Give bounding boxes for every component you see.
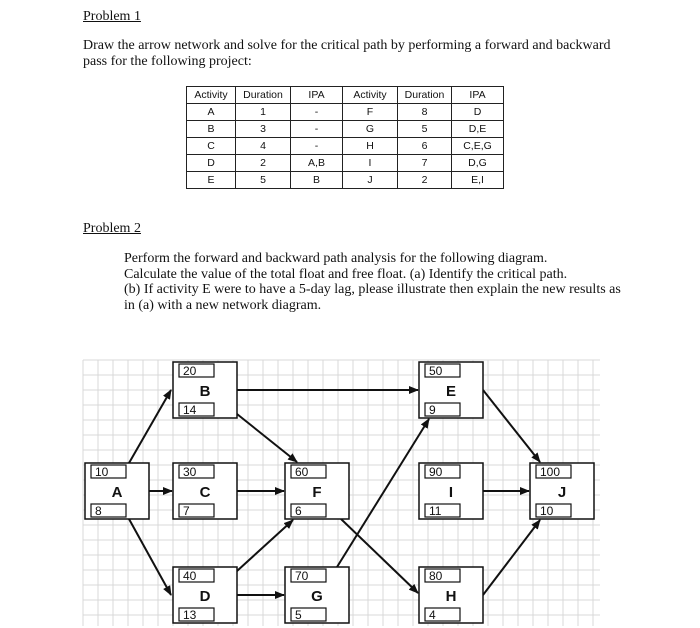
problem-2-text-line: in (a) with a new network diagram. [124,297,322,313]
node-label: J [557,484,567,501]
activity-table-cell: - [291,138,343,155]
node-label: F [312,484,322,501]
problem-2-text-line: Perform the forward and backward path analysis for the following diagram. [124,251,548,266]
activity-table-cell: J [343,172,398,189]
node-c [173,463,237,519]
arrow-h-to-j [483,520,540,595]
activity-table-cell: E [187,172,236,189]
activity-table-cell: I [343,155,398,172]
activity-table-cell: B [291,172,343,189]
activity-table-cell: 1 [236,104,291,121]
activity-table-cell: A [187,104,236,121]
node-number: 10 [95,465,109,479]
arrow-d-to-f [237,520,293,571]
node-duration: 6 [295,504,302,518]
activity-table-cell: 5 [236,172,291,189]
node-duration: 13 [183,608,197,622]
problem-2-heading: Problem 2 [83,221,141,236]
activity-table-cell: D,G [452,155,504,172]
node-duration: 9 [429,403,436,417]
activity-table-cell: D,E [452,121,504,138]
node-number: 80 [429,569,443,583]
node-i [419,463,483,519]
header-ipa-2: IPA [452,87,504,104]
node-j [530,463,594,519]
activity-table-cell: D [187,155,236,172]
node-number: 30 [183,465,197,479]
header-activity-1: Activity [187,87,236,104]
node-label: H [445,588,457,605]
node-duration: 14 [183,403,197,417]
activity-table-cell: C [187,138,236,155]
node-label: I [448,484,454,501]
node-number: 70 [295,569,309,583]
activity-table-cell: G [343,121,398,138]
activity-table-cell: 2 [236,155,291,172]
node-duration: 10 [540,504,554,518]
problem-2-text-line: (b) If activity E were to have a 5-day lag, please illustrate then explain the new results as [124,282,621,297]
problem-1-text-line: pass for the following project: [83,53,252,69]
arrow-b-to-f [237,414,297,462]
node-label: D [199,588,211,605]
node-e [419,362,483,418]
activity-table-cell: E,I [452,172,504,189]
node-g [285,567,349,623]
node-duration: 11 [429,504,442,518]
node-label: B [199,383,211,400]
node-b [173,362,237,418]
node-duration: 4 [429,608,436,622]
activity-table-cell: 6 [398,138,452,155]
header-duration-2: Duration [398,87,452,104]
activity-table-cell: D [452,104,504,121]
node-label: C [199,484,211,501]
activity-table-cell: B [187,121,236,138]
node-duration: 5 [295,608,302,622]
activity-table-cell: H [343,138,398,155]
node-number: 20 [183,364,197,378]
arrow-e-to-j [483,390,540,462]
activity-table-cell: 4 [236,138,291,155]
header-activity-2: Activity [343,87,398,104]
header-ipa-1: IPA [291,87,343,104]
activity-table-cell: F [343,104,398,121]
activity-table-cell: - [291,104,343,121]
node-label: G [311,588,323,605]
node-label: E [445,383,457,400]
activity-table-cell: 7 [398,155,452,172]
node-d [173,567,237,623]
node-label: A [111,484,123,501]
node-f [285,463,349,519]
node-duration: 7 [183,504,190,518]
activity-table-cell: C,E,G [452,138,504,155]
activity-table-cell: 5 [398,121,452,138]
problem-1-text-line: Draw the arrow network and solve for the critical path by performing a forward and backward [83,38,611,53]
node-h [419,567,483,623]
node-a [85,463,149,519]
problem-1-heading: Problem 1 [83,9,141,24]
node-duration: 8 [95,504,102,518]
header-duration-1: Duration [236,87,291,104]
arrow-a-to-b [129,390,171,463]
node-number: 40 [183,569,197,583]
activity-table-cell: - [291,121,343,138]
node-number: 60 [295,465,309,479]
node-number: 100 [540,465,561,479]
node-number: 50 [429,364,443,378]
activity-table-cell: 2 [398,172,452,189]
node-number: 90 [429,465,443,479]
activity-table-cell: 3 [236,121,291,138]
arrow-a-to-d [129,519,171,595]
problem-2-text-line: Calculate the value of the total float and free float. (a) Identify the critical path. [124,266,568,282]
activity-table-cell: A,B [291,155,343,172]
activity-table-cell: 8 [398,104,452,121]
